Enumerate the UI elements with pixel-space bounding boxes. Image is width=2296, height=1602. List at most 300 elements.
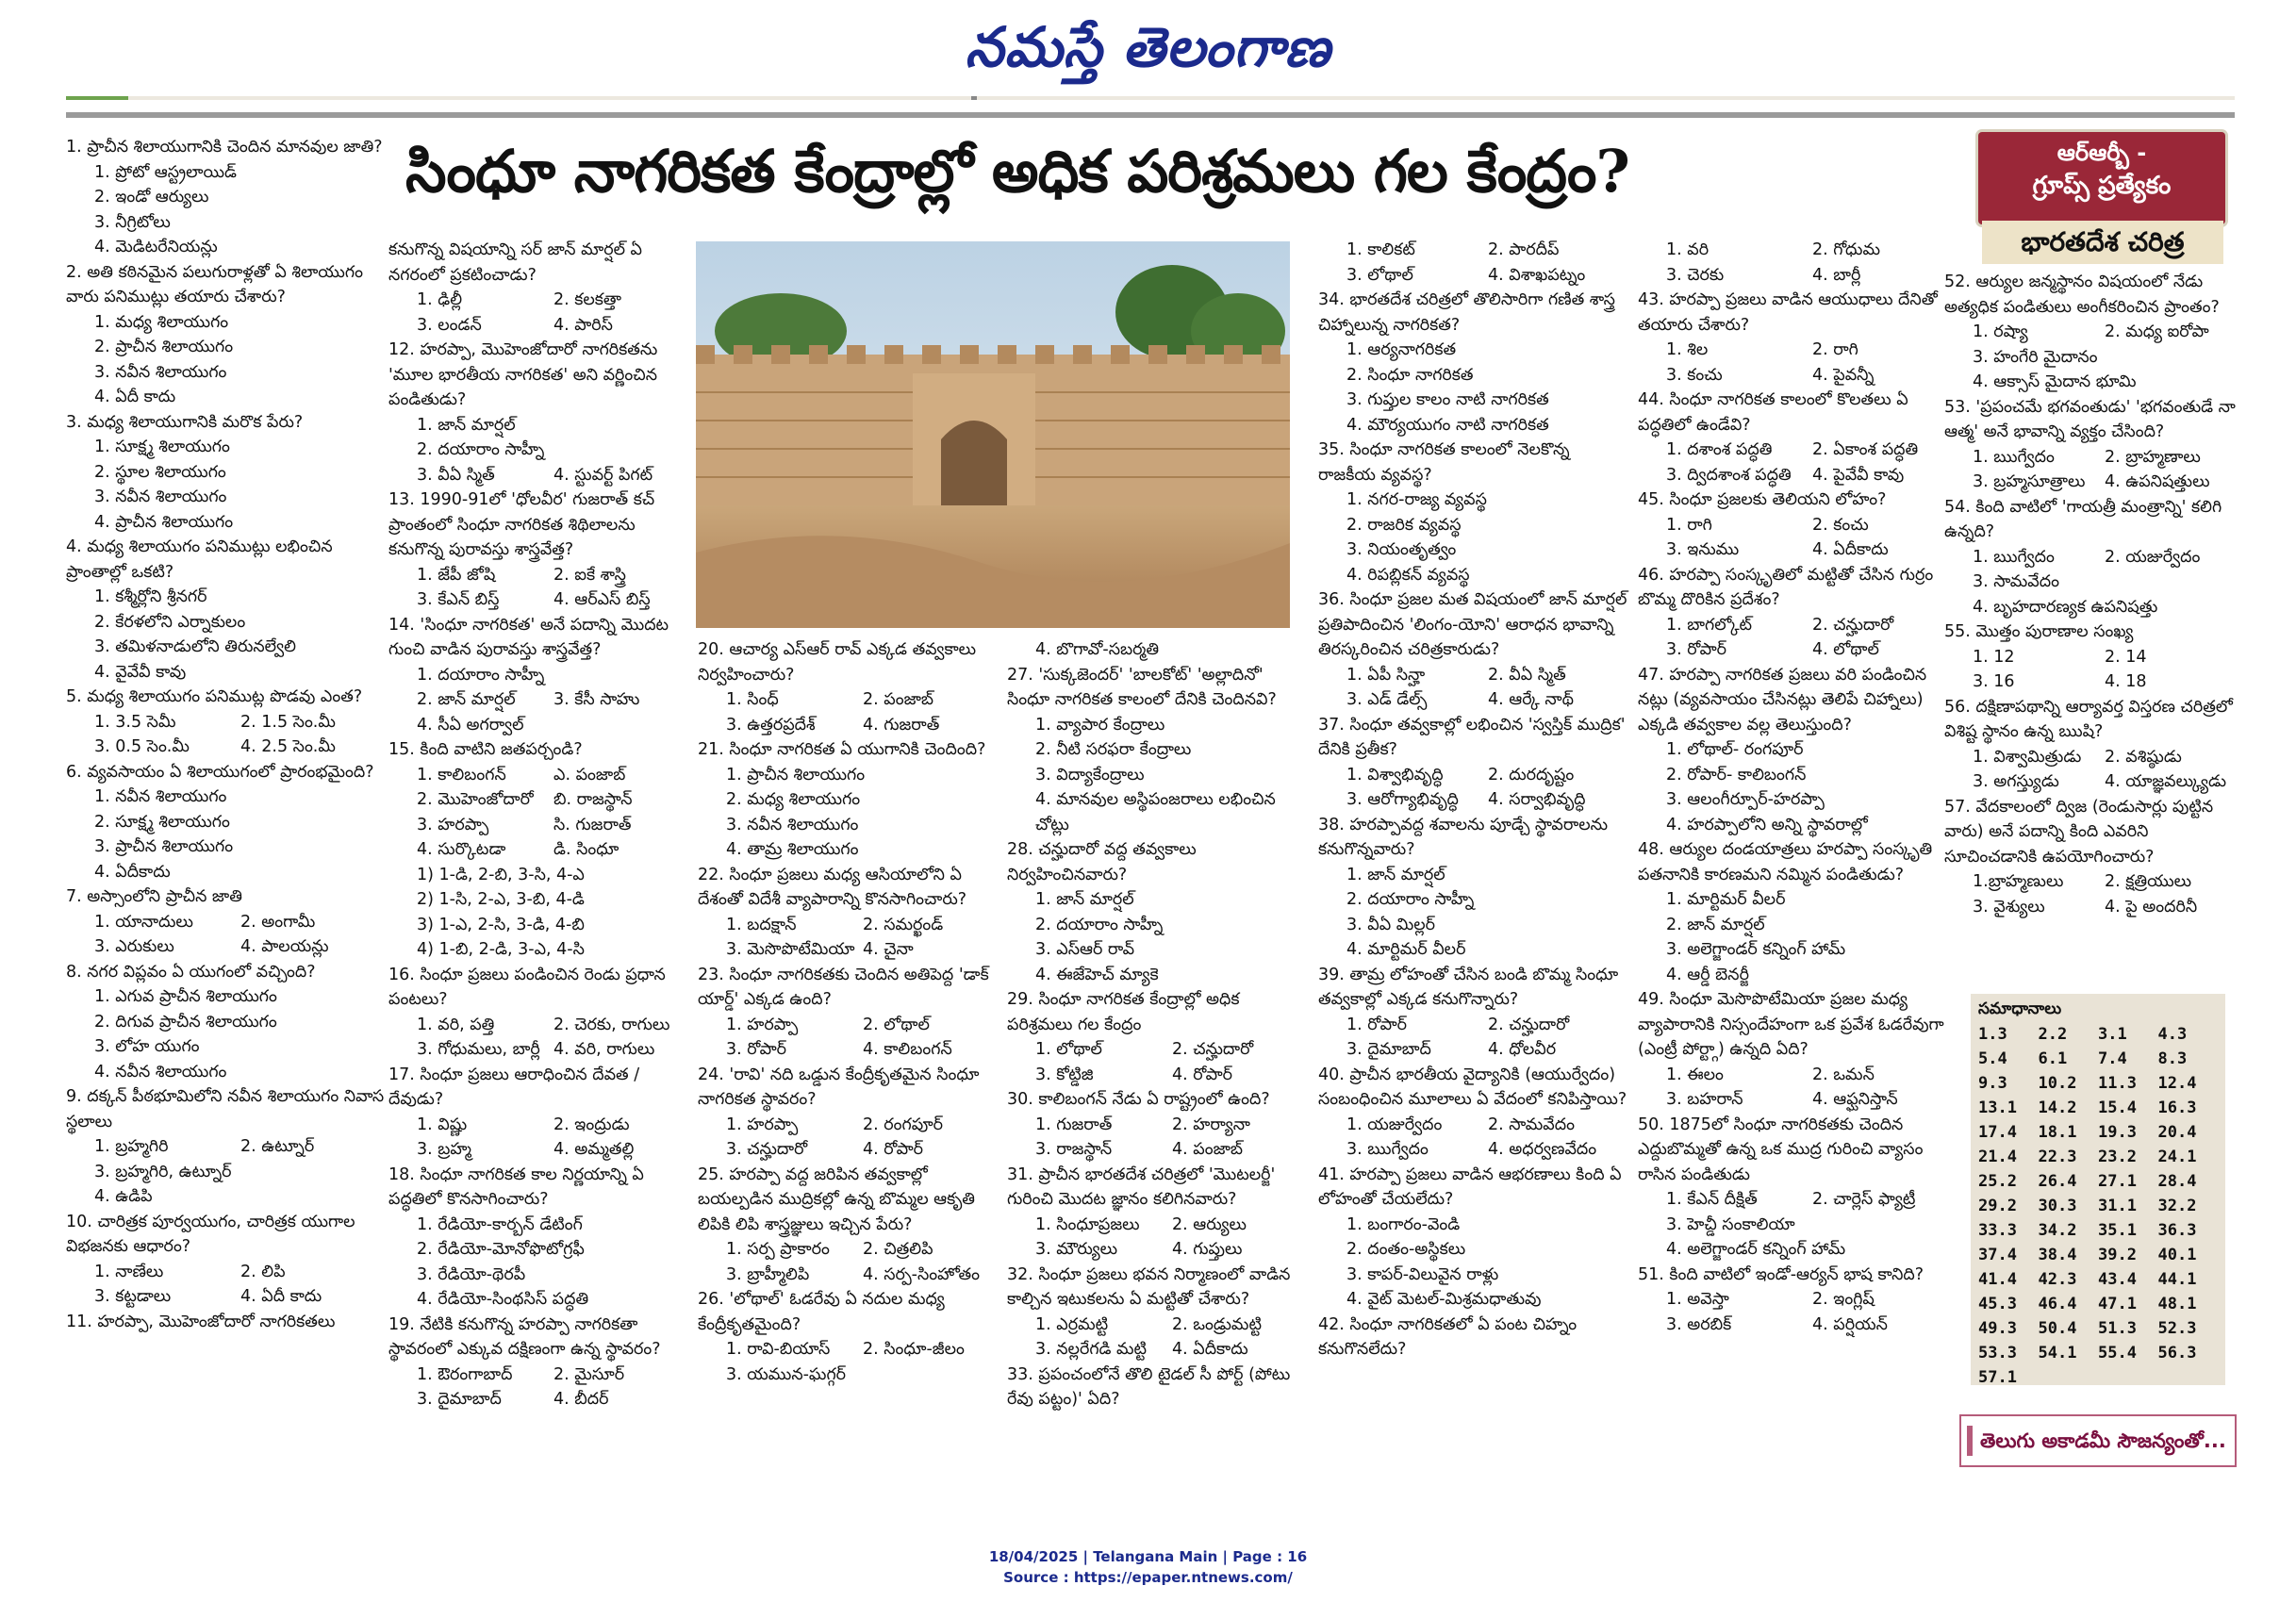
option: 3. మౌర్యులు [1035, 1240, 1118, 1259]
option: 3. ద్విదశాంశ పద్ధతి [1666, 465, 1792, 485]
option-pair [1638, 1287, 1958, 1313]
option-pair [1944, 869, 2237, 895]
option: 2) 1-సి, 2-ఎ, 3-బి, 4-డి [417, 890, 585, 909]
option-pair [388, 763, 690, 788]
option: 2. అంగామీ [240, 912, 316, 932]
option: 3. బ్రహ్మ [417, 1140, 471, 1159]
question: 17. సింధూ ప్రజలు ఆరాధించిన దేవత /దేవుడు? [388, 1065, 640, 1109]
option: 2. జాన్ మార్షల్ [1666, 915, 1765, 934]
question: 10. చారిత్రక పూర్వయుగం, చారిత్రక యుగాల విభజనకు ఆధారం? [66, 1212, 355, 1256]
answer-cell: 22.3 [2038, 1148, 2077, 1166]
question: కనుగొన్న విషయాన్ని సర్ జాన్ మార్షల్ ఏ నగరంలో ప్రకటించాడు? [388, 240, 642, 285]
option: 1. గుజరాత్ [1035, 1115, 1113, 1134]
answers-row [1978, 1194, 2218, 1218]
option: 1. హరప్పా [726, 1015, 799, 1034]
question: 15. కింది వాటిని జతపర్చండి? [388, 740, 583, 759]
option: 4. స్టువర్ట్ పిగట్ [553, 465, 653, 485]
option: 3. నవీన శిలాయుగం [726, 815, 859, 834]
option: 1. అవెస్తా [1666, 1290, 1729, 1309]
rrb-groups-badge [1978, 132, 2225, 224]
option: 3. నీగ్రిటోలు [94, 212, 171, 232]
option-pair [1944, 669, 2237, 695]
question: 57. వేదకాలంలో ద్విజ (రెండుసార్లు పుట్టిన వారు) అనే పదాన్ని కింది ఎవరిని సూచించడానికి ఉపయోగించారు? [1944, 797, 2214, 867]
option: 1. దయారాం సాహ్నీ [417, 665, 545, 685]
option: 3. వీఏ మిల్లర్ [1346, 915, 1436, 934]
option: 1. ఏపీ సిన్హా [1346, 665, 1426, 685]
answer-cell: 40.1 [2157, 1246, 2197, 1264]
option: 4. గుప్తులు [1172, 1240, 1243, 1259]
ancient-ruins-photo [696, 241, 1290, 628]
option: 1. ఆర్యనాగరికత [1346, 340, 1457, 359]
option: 4. మౌర్యయుగం నాటి నాగరికత [1346, 415, 1549, 435]
option: 1. ఎగువ ప్రాచీన శిలాయుగం [94, 987, 277, 1006]
question: 9. దక్కన్ పీఠభూమిలోని నవీన శిలాయుగం నివాస స్థలాలు [66, 1087, 385, 1131]
option: 4. అమ్మతల్లి [553, 1140, 635, 1159]
answer-cell: 44.1 [2157, 1270, 2197, 1289]
option: 1. సింధ్ [726, 690, 779, 709]
option: 2. బ్రాహ్మణాలు [2105, 447, 2201, 467]
option: 1. కాలిబంగన్ [417, 765, 506, 784]
option-pair [66, 735, 387, 760]
option-pair [1638, 438, 1958, 463]
option: 4. చైనా [863, 940, 914, 959]
option: 1. యజుర్వేదం [1346, 1115, 1443, 1134]
option: 2. ఏకాంశ పద్ధతి [1812, 440, 1919, 459]
option: 4. సర్వాభివృద్ధి [1488, 790, 1586, 809]
answer-cell: 4.3 [2157, 1025, 2188, 1044]
question: 52. ఆర్యుల జన్మస్థానం విషయంలో నేడు అత్యధిక పండితులు అంగీకరించిన ప్రాంతం? [1944, 273, 2220, 317]
option: 4. ఆర్ఎస్ బిస్త్ [553, 590, 651, 609]
footer-source-line: Source : https://epaper.ntnews.com/ [1003, 1569, 1293, 1586]
option-pair [1638, 238, 1958, 263]
question: 5. మధ్య శిలాయుగం పనిముట్ల పొడవు ఎంత? [66, 687, 363, 706]
option-pair [388, 687, 690, 713]
answer-cell: 29.2 [1978, 1197, 2017, 1215]
option: 3. విద్యాకేంద్రాలు [1035, 765, 1145, 784]
answers-row [1978, 1218, 2218, 1243]
badge-line-1: ఆర్ఆర్బీ - [2056, 140, 2147, 166]
option: 4. మానవుల అస్థిపంజరాలు లభించిన చోట్లు [1035, 790, 1276, 834]
option-pair [1638, 1063, 1958, 1088]
page-headline: సింధూ నాగరికత కేంద్రాల్లో అధిక పరిశ్రమలు గల కేంద్రం? [405, 137, 1629, 206]
option: 3. కాపర్-విలువైన రాళ్లు [1346, 1264, 1499, 1284]
option-pair [66, 934, 387, 960]
answer-cell [2098, 1365, 2158, 1390]
question: 1. ప్రాచీన శిలాయుగానికి చెందిన మానవుల జాతి? [66, 138, 383, 157]
answers-row [1978, 1145, 2218, 1169]
question: 54. కింది వాటిలో 'గాయత్రీ మంత్రాన్ని' కలిగి ఉన్నది? [1944, 497, 2222, 541]
column-6 [1638, 238, 1958, 1337]
question: 31. ప్రాచీన భారతదేశ చరిత్రలో 'మొటలర్జీ' గురించి మొదట జ్ఞానం కలిగినవారు? [1007, 1164, 1276, 1209]
answers-row [1978, 1292, 2218, 1316]
option: 1. సూక్ష్మ శిలాయుగం [94, 438, 230, 456]
divider-mark [971, 96, 977, 100]
option: 3. హంగేరి మైదానం [1973, 347, 2098, 367]
option: 4. ధోలవీర [1488, 1040, 1557, 1059]
option: 2. గోధుమ [1812, 240, 1880, 259]
answer-cell: 54.1 [2038, 1344, 2077, 1363]
option: 4. సుర్కొటడా [417, 840, 506, 859]
option: 2. కంచు [1812, 515, 1869, 535]
option-pair [388, 463, 690, 488]
answer-cell: 5.4 [1978, 1049, 2007, 1068]
answers-row [1978, 1169, 2218, 1194]
column-7 [1944, 270, 2237, 919]
option: 2. సూక్ష్మ శిలాయుగం [94, 812, 230, 832]
option: 1. జాన్ మార్షల్ [417, 415, 516, 435]
option-pair [1944, 545, 2237, 570]
question: 42. సింధూ నాగరికతలో ఏ పంట చిహ్నం కనుగొనలేదు? [1318, 1314, 1577, 1359]
option: 4. తామ్ర శిలాయుగం [726, 840, 859, 859]
answer-cell: 17.4 [1978, 1123, 2017, 1142]
option: 2. నీటి సరఫరా కేంద్రాలు [1035, 740, 1192, 759]
answer-cell: 56.3 [2157, 1344, 2197, 1363]
option: 1. శిల [1666, 340, 1709, 359]
answer-cell: 24.1 [2157, 1148, 2197, 1166]
option: 3. అరబిక్ [1666, 1314, 1732, 1334]
option-pair [1638, 463, 1958, 488]
option: 3. హరప్పా [417, 815, 489, 834]
option: 3. కట్టడాలు [94, 1287, 172, 1306]
answer-cell: 52.3 [2157, 1319, 2197, 1338]
option-pair [1007, 1113, 1309, 1138]
option-pair [1944, 645, 2237, 670]
option: 3. సామవేదం [1973, 572, 2059, 591]
answer-cell: 42.3 [2038, 1270, 2077, 1289]
option: 4. నవీన శిలాయుగం [94, 1062, 227, 1082]
option: 2. చన్హుదారో [1172, 1040, 1254, 1059]
option: 2. కేరళలోని ఎర్నాకులం [94, 612, 246, 632]
option: బి. రాజస్థాన్ [553, 790, 633, 809]
footer-date-line: 18/04/2025 | Telangana Main | Page : 16 [988, 1548, 1308, 1565]
option-pair [698, 937, 999, 963]
answer-cell: 34.2 [2038, 1221, 2077, 1240]
question: 41. హరప్పా ప్రజలు వాడిన ఆభరణాలు కింది ఏ లోహంతో చేయలేదు? [1318, 1164, 1622, 1209]
option: 1.బ్రాహ్మణులు [1973, 872, 2064, 891]
answer-cell: 55.4 [2098, 1344, 2137, 1363]
option: 4. ఏదీకాదు [94, 862, 171, 882]
option-pair [1318, 687, 1629, 713]
question: 14. 'సింధూ నాగరికత' అనే పదాన్ని మొదట గుంచి వాడిన పురావస్తు శాస్త్రవేత్త? [388, 615, 669, 659]
option-pair [1007, 1037, 1309, 1063]
question: 28. చన్హుదారో వద్ద తవ్వకాలు నిర్వహించినవారు? [1007, 840, 1197, 884]
option: 4. పై అందరినీ [2105, 897, 2198, 917]
answers-row [1978, 1096, 2218, 1120]
option-pair [1318, 663, 1629, 688]
question: 45. సింధూ ప్రజలకు తెలియని లోహం? [1638, 490, 1887, 509]
option: 1. వ్యాపార కేంద్రాలు [1035, 715, 1165, 735]
answer-cell: 11.3 [2098, 1074, 2137, 1093]
answer-cell: 2.2 [2038, 1025, 2068, 1044]
option: 1. రష్యా [1973, 322, 2028, 341]
answer-cell: 1.3 [1978, 1025, 2007, 1044]
question: 7. అస్సాంలోని ప్రాచీన జాతి [66, 887, 242, 906]
question: 55. మొత్తం పురాణాల సంఖ్య [1944, 622, 2134, 641]
option-pair [1318, 1137, 1629, 1163]
option: 3. బ్రాహ్మీలిపి [726, 1264, 810, 1284]
option: 1. జేపీ జోషి [417, 565, 496, 585]
question: 48. ఆర్యుల దండయాత్రలు హరప్పా సంస్కృతి పతనానికి కారణమని నమ్మిన పండితుడు? [1638, 840, 1933, 884]
option: 3. యమున-ఘగ్గర్ [726, 1364, 847, 1384]
option: 2. జాన్ మార్షల్ [417, 690, 516, 709]
option: డి. సింధూ [553, 840, 619, 859]
option-pair [698, 1113, 999, 1138]
option: 1. నగర-రాజ్య వ్యవస్థ [1346, 490, 1487, 509]
answer-cell: 57.1 [1978, 1368, 2017, 1387]
answer-cell: 30.3 [2038, 1197, 2077, 1215]
option: 1. ఔరంగాబాద్ [417, 1364, 513, 1384]
answer-cell: 33.3 [1978, 1221, 2017, 1240]
question: 21. సింధూ నాగరికత ఏ యుగానికి చెందింది? [698, 740, 986, 759]
question: 24. 'రావి' నది ఒడ్డున కేంద్రీకృతమైన సింధూ నాగరికత స్థావరం? [698, 1065, 980, 1109]
option: 1. లోథాల్ [1035, 1040, 1102, 1059]
option-pair [388, 1037, 690, 1063]
option: 3. రోపార్ [1666, 640, 1727, 659]
option: 1. కశ్మీర్లోని శ్రీనగర్ [94, 587, 207, 606]
option: 1. ఈలం [1666, 1065, 1724, 1084]
option: 1. బాగల్కోట్ [1666, 615, 1753, 635]
option: 2. మొహెంజోదారో [417, 790, 534, 809]
option-pair [1638, 263, 1958, 289]
option: 1. కేఎన్ దీక్షిత్ [1666, 1190, 1758, 1209]
option: 1. సింధూప్రజలు [1035, 1214, 1140, 1234]
option: 4. రిపబ్లికన్ వ్యవస్థ [1346, 565, 1470, 585]
divider-accent [66, 96, 128, 100]
option: 2. క్షత్రియులు [2105, 872, 2192, 891]
option: 1. బ్రహ్మగిరి [94, 1137, 169, 1156]
option: 2. 14 [2105, 647, 2147, 667]
option-pair [698, 1137, 999, 1163]
column-3 [698, 637, 999, 1387]
option: 3. ఆలంగీర్పూర్-హరప్పా [1666, 790, 1825, 809]
option: 3. నల్లరేగడి మట్టి [1035, 1340, 1148, 1359]
option: 2. చిత్రలిపి [863, 1240, 933, 1259]
option: 2. ఇంద్రుడు [553, 1115, 630, 1134]
answer-cell: 48.1 [2157, 1295, 2197, 1313]
option: 4. రేడియో-సింథసిస్ పద్ధతి [417, 1290, 589, 1309]
option: 4. వైవేవీ కావు [94, 662, 187, 682]
option: 2. రాగి [1812, 340, 1858, 359]
option: 4. కాలిబంగన్ [863, 1040, 952, 1059]
option: 2. పంజాబ్ [863, 690, 934, 709]
option: 3. 0.5 సెం.మీ [94, 737, 190, 756]
option: 4. బొగావో-సబర్మతి [1035, 640, 1160, 659]
option: 2. చన్హుదారో [1812, 615, 1894, 635]
answer-cell: 12.4 [2157, 1074, 2197, 1093]
answer-cell: 8.3 [2157, 1049, 2188, 1068]
option: 4. మెడిటరేనియన్లు [94, 238, 218, 256]
option-pair [1638, 537, 1958, 563]
option-pair [1638, 1313, 1958, 1338]
option: 4. 18 [2105, 672, 2147, 691]
answer-cell: 35.1 [2098, 1221, 2137, 1240]
option: 4. ఏదీ కాదు [240, 1287, 322, 1306]
option: 1. 12 [1973, 647, 2015, 667]
option: 4. లోథాల్ [1812, 640, 1879, 659]
option: 1. బదక్షాన్ [726, 915, 797, 934]
option: 4. మార్టిమర్ వీలర్ [1346, 940, 1466, 959]
option: 3. కోట్డిజి [1035, 1065, 1094, 1084]
option-pair [388, 587, 690, 613]
option: 4. పర్షియన్ [1812, 1314, 1888, 1334]
answers-row [1978, 1316, 2218, 1341]
option: 3. రాజస్థాన్ [1035, 1140, 1113, 1159]
option: 2. మైసూర్ [553, 1364, 625, 1384]
credit-box [1959, 1414, 2237, 1467]
header-rule [66, 112, 2235, 118]
question: 3. మధ్య శిలాయుగానికి మరొక పేరు? [66, 412, 304, 432]
option-pair [1638, 613, 1958, 638]
option: 3. ఎడ్ డేల్స్ [1346, 690, 1428, 709]
option: 3. నవీన శిలాయుగం [94, 362, 227, 382]
option: 1. వరి, పత్తి [417, 1015, 495, 1034]
answer-cell: 9.3 [1978, 1074, 2007, 1093]
option: 3. దైమాబాద్ [417, 1390, 502, 1409]
option: 2. చెరకు, రాగులు [553, 1015, 670, 1034]
option: 3. దైమాబాద్ [1346, 1040, 1431, 1059]
option: 1. జాన్ మార్షల్ [1346, 865, 1445, 884]
option-pair [66, 710, 387, 735]
column-2 [388, 238, 690, 1412]
question: 43. హరప్పా ప్రజలు వాడిన ఆయుధాలు దేనితో తయారు చేశారు? [1638, 290, 1938, 335]
option: 3) 1-ఎ, 2-సి, 3-డి, 4-బి [417, 915, 585, 934]
option: 3. కంచు [1666, 365, 1723, 385]
option-pair [388, 787, 690, 813]
option: 4. బీదర్ [553, 1390, 609, 1409]
option-pair [698, 1263, 999, 1288]
option: 4. 2.5 సెం.మీ [240, 737, 336, 756]
option: 1. ఋగ్వేదం [1973, 447, 2055, 467]
option: 3. బ్రహ్మసూత్రాలు [1973, 472, 2086, 491]
option: 1. రేడియో-కార్బన్ డేటింగ్ [417, 1214, 583, 1234]
answer-cell: 41.4 [1978, 1270, 2017, 1289]
option: 3. తమిళనాడులోని తిరునల్వేలి [94, 637, 296, 656]
option: 4. సర్ప-సింహోతం [863, 1264, 981, 1284]
question: 56. దక్షిణాపథాన్ని ఆర్యావర్త విస్తరణ చరిత్రలో విశిష్ట స్థానం ఉన్న ఋషి? [1944, 697, 2233, 741]
option-pair [1944, 470, 2237, 495]
option-pair [388, 563, 690, 588]
answer-cell: 45.3 [1978, 1295, 2017, 1313]
option: 4. పంజాబ్ [1172, 1140, 1244, 1159]
question: 40. ప్రాచీన భారతీయ వైద్యానికి (ఆయుర్వేదం) సంబంధించిన మూలాలు ఏ వేదంలో కనిపిస్తాయి? [1318, 1065, 1627, 1109]
option-pair [388, 1363, 690, 1388]
option: 4. రోపార్ [1172, 1065, 1233, 1084]
option: 2. రేడియో-మోనోఫొటోగ్రఫీ [417, 1240, 585, 1259]
answer-cell: 28.4 [2157, 1172, 2197, 1191]
credit-text: తెలుగు అకాడమీ సౌజన్యంతో... [1980, 1429, 2226, 1452]
option: 4. వైట్ మెటల్-మిశ్రమధాతువు [1346, 1290, 1542, 1309]
option: 2. ఉట్నూర్ [240, 1137, 315, 1156]
option-pair [1007, 1313, 1309, 1338]
answers-row [1978, 1341, 2218, 1365]
answer-cell: 18.1 [2038, 1123, 2077, 1142]
option: 4) 1-బి, 2-డి, 3-ఎ, 4-సి [417, 940, 585, 959]
newspaper-logo: నమస్తే తెలంగాణ [965, 15, 1331, 79]
option: 4. రోపార్ [863, 1140, 924, 1159]
option: 3. చెరకు [1666, 265, 1725, 285]
option: 4. ఏదీకాదు [1812, 540, 1889, 559]
option: 4. ఆఫ్ఘనిస్తాన్ [1812, 1090, 1898, 1109]
option-pair [1638, 637, 1958, 663]
answer-cell: 21.4 [1978, 1148, 2017, 1166]
option: 2. సింధూ నాగరికత [1346, 365, 1474, 385]
option: 1) 1-డి, 2-బి, 3-సి, 4-ఎ [417, 865, 585, 884]
option: 2. పారదీప్ [1488, 240, 1560, 259]
option: 1. విష్ణు [417, 1115, 468, 1134]
answer-cell: 27.1 [2098, 1172, 2137, 1191]
option: 1. దశాంశ పద్ధతి [1666, 440, 1773, 459]
option: 4. యాజ్ఞవల్క్యుడు [2105, 772, 2227, 791]
option: 2. సామవేదం [1488, 1115, 1575, 1134]
option-pair [698, 1237, 999, 1263]
question: 6. వ్యవసాయం ఏ శిలాయుగంలో ప్రారంభమైంది? [66, 762, 374, 782]
option: 2. దంతం-అస్థికలు [1346, 1240, 1466, 1259]
option: 1. విశ్వాభివృద్ధి [1346, 765, 1444, 784]
option: 4. పైవేవీ కావు [1812, 465, 1905, 485]
option: 3. వీఏ స్మిత్ [417, 465, 495, 485]
option-pair [1944, 895, 2237, 920]
option-pair [388, 1387, 690, 1412]
option: 1. ఎర్రమట్టి [1035, 1314, 1109, 1334]
option: 2. రంగపూర్ [863, 1115, 943, 1134]
option: 3. ఇనుము [1666, 540, 1740, 559]
section-title: భారతదేశ చరిత్ర [1982, 221, 2223, 264]
option: 1. రాగి [1666, 515, 1712, 535]
option: 4. ఆర్కే నాథ్ [1488, 690, 1574, 709]
option-pair [698, 1013, 999, 1038]
option: 2. చార్లెస్ ఫ్యాట్రీ [1812, 1190, 1916, 1209]
option-pair [1944, 745, 2237, 770]
question: 27. 'సుక్కజెందర్' 'బాలకోట్' 'అల్లాదినో' సింధూ నాగరికత కాలంలో దేనికి చెందినవి? [1007, 665, 1277, 709]
question: 39. తామ్ర లోహంతో చేసిన బండి బొమ్మ సింధూ తవ్వకాల్లో ఎక్కడ కనుగొన్నారు? [1318, 965, 1619, 1009]
option: సి. గుజరాత్ [553, 815, 632, 834]
option: 2. ఇండో ఆర్యులు [94, 188, 209, 206]
option: 1. రావి-బియాస్ [726, 1340, 831, 1359]
option-pair [1007, 1063, 1309, 1088]
option-pair [1638, 338, 1958, 363]
option-pair [1944, 769, 2237, 795]
option: 4. ఏదీకాదు [1172, 1340, 1248, 1359]
page-footer [0, 1546, 2296, 1588]
answer-cell [2039, 1365, 2099, 1390]
answer-cell: 15.4 [2098, 1098, 2137, 1117]
option: 3. బహరాన్ [1666, 1090, 1743, 1109]
answers-row [1978, 1047, 2218, 1071]
question: 4. మధ్య శిలాయుగం పనిముట్లు లభించిన ప్రాంతాల్లో ఒకటి? [66, 537, 333, 582]
answers-table [1978, 1022, 2218, 1390]
question: 50. 1875లో సింధూ నాగరికతకు చెందిన ఎద్దుబొమ్మతో ఉన్న ఒక ముద్ర గురించి వ్యాసం రాసిన పండితుడు [1638, 1115, 1924, 1184]
option-pair [1318, 1113, 1629, 1138]
option: 3. వైశ్యులు [1973, 897, 2045, 917]
option: 2. దురదృష్టం [1488, 765, 1575, 784]
option: 2. లిపి [240, 1262, 286, 1281]
option-pair [1007, 1137, 1309, 1163]
option: 1. హరప్పా [726, 1115, 799, 1134]
badge-line-2: గ్రూప్స్ ప్రత్యేకం [2032, 172, 2172, 200]
question: 11. హరప్పా, మొహెంజోదారో నాగరికతలు [66, 1312, 336, 1331]
answers-row [1978, 1071, 2218, 1096]
option: 2. లోథాల్ [863, 1015, 930, 1034]
credit-accent [1967, 1426, 1973, 1456]
answers-row [1978, 1243, 2218, 1267]
option: 2. వీఏ స్మిత్ [1488, 665, 1566, 685]
option: 4. పైవన్నీ [1812, 365, 1875, 385]
option: 4. బార్లీ [1812, 265, 1861, 285]
question: 53. 'ప్రపంచమే భగవంతుడు' 'భగవంతుడే నా ఆత్మ' అనే భావాన్ని వ్యక్తం చేసింది? [1944, 397, 2236, 441]
option-pair [1318, 787, 1629, 813]
answer-cell: 10.2 [2038, 1074, 2077, 1093]
option: 2. చన్హుదారో [1488, 1015, 1570, 1034]
